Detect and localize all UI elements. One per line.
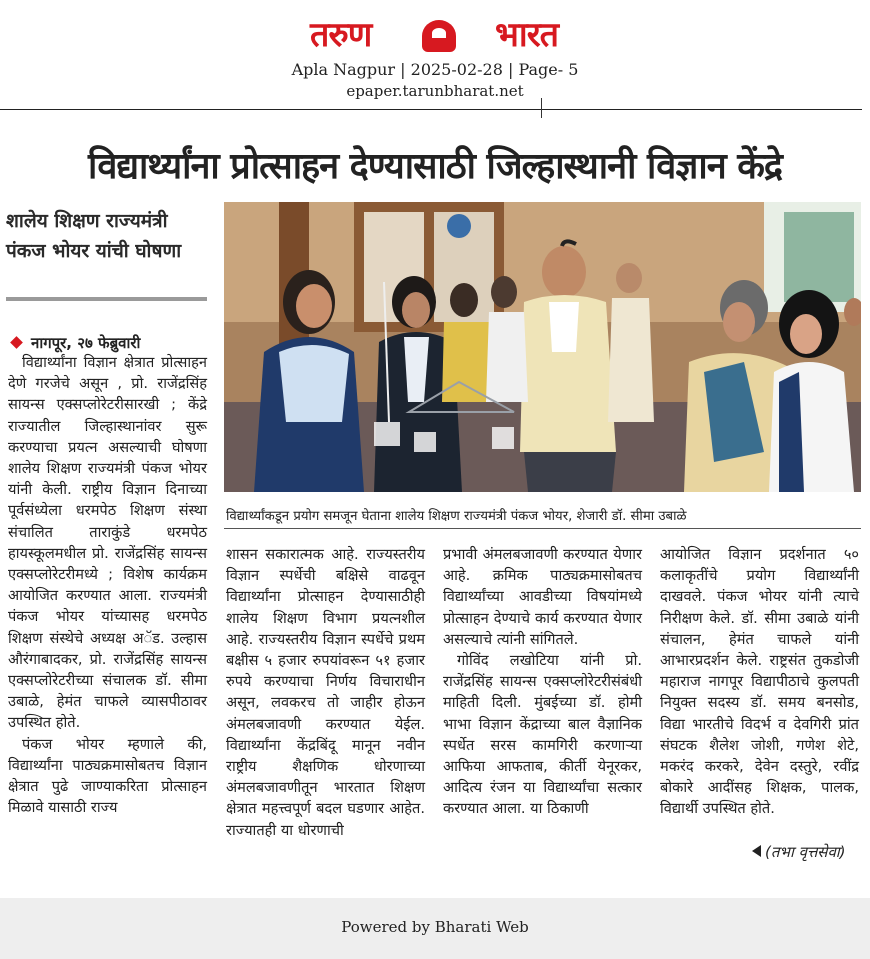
photo-caption: विद्यार्थ्यांकडून प्रयोग समजून घेताना शालेय शिक्षण राज्यमंत्री पंकज भोयर, शेजारी डॉ. सीमा उबाळे xyxy=(226,509,687,524)
paragraph: विद्यार्थ्यांना विज्ञान क्षेत्रात प्रोत्साहन देणे गरजेचे असून , प्रो. राजेंद्रसिंह सायन्स एक्सप्लोरेटरीसारखी ; केंद्रे राज्यातील जिल्हास्थानांवर सुरू करण्याचा प्रयत्न असल्याची घोषणा शालेय शिक्षण राज्यमंत्री पंकज भोयर यांनी केली. राष्ट्रीय विज्ञान दिनाच्या पूर्वसंध्येला धरमपेठ शिक्षण संस्था संचालित ताराकुंडे धरमपेठ हायस्कूलमधील प्रो. राजेंद्रसिंह सायन्स एक्सप्लोरेटरीमध्ये ; विशेष कार्यक्रम आयोजित करण्यात आला. राज्यमंत्री पंकज भोयर यांच्यासह धरमपेठ शिक्षण संस्थेचे अध्यक्ष अॅड. उल्हास औरंगाबादकर, प्रो. राजेंद्रसिंह सायन्स एक्सप्लोरेटरीच्या संचालक डॉ. सीमा उबाळे, हेमंत चाफले व्यासपीठावर उपस्थित होते. xyxy=(8,354,207,732)
paragraph: शासन सकारात्मक आहे. राज्यस्तरीय विज्ञान स्पर्धेची बक्षिसे वाढवून विद्यार्थ्यांना प्रोत्साहन देण्यासाठीही शालेय शिक्षण विभाग प्रयत्नशील आहे. राज्यस्तरीय विज्ञान स्पर्धेचे प्रथम बक्षीस ५ हजार रुपयांवरून ५१ हजार रुपये करण्याचा निर्णय विचाराधीन असून, लवकरच तो जाहीर होऊन अंमलबजावणी करण्यात येईल. विद्यार्थ्यांना केंद्रबिंदू मानून नवीन राष्ट्रीय शैक्षणिक धोरणाच्या अंमलबजावणीतून भारतात शिक्षण क्षेत्रात महत्त्वपूर्ण बदल घडणार आहेत. राज्यातही या धोरणाची xyxy=(226,546,425,839)
masthead xyxy=(0,0,870,110)
article-column-4 xyxy=(660,544,859,820)
article-column-3 xyxy=(443,544,642,820)
paragraph: आयोजित विज्ञान प्रदर्शनात ५० कलाकृतींचे प्रयोग विद्यार्थ्यांनी दाखवले. पंकज भोयर यांनी त्याचे निरीक्षण केले. डॉ. सीमा उबाळे यांनी संचालन, हेमंत चाफले यांनी आभारप्रदर्शन केले. राष्ट्रसंत तुकडोजी महाराज नागपूर विद्यापीठाचे कुलपती नियुक्त सदस्य डॉ. समय बनसोड, विद्या भारतीचे विदर्भ व देवगिरी प्रांत संघटक शैलेश जोशी, गणेश शेटे, मकरंद करकरे, देवेन दस्तुरे, रवींद्र बोकारे आदींसह शिक्षक, पालक, विद्यार्थी उपस्थित होते. xyxy=(660,546,859,818)
paragraph: गोविंद लखोटिया यांनी प्रो. राजेंद्रसिंह सायन्स एक्सप्लोरेटरीसंबंधी माहिती दिली. मुंबईच्या डॉ. होमी भाभा विज्ञान केंद्राच्या बाल वैज्ञानिक स्पर्धेत सरस कामगिरी करणाऱ्या आफिया आफताब, कीर्ती येनूरकर, आदित्य रंजन या विद्यार्थ्यांचा सत्कार करण्यात आला. या ठिकाणी xyxy=(443,652,642,818)
dateline xyxy=(8,333,140,353)
article-subhead: शालेय शिक्षण राज्यमंत्री पंकज भोयर यांची घोषणा xyxy=(6,210,182,262)
article-column-1 xyxy=(8,352,207,818)
article-headline: विद्यार्थ्यांना प्रोत्साहन देण्यासाठी जिल्हास्थानी विज्ञान केंद्रे xyxy=(88,146,782,187)
logo-text-right: भारत xyxy=(495,15,558,55)
triangle-left-icon xyxy=(752,845,761,857)
tarun-bharat-logo[interactable] xyxy=(308,16,560,56)
paragraph: पंकज भोयर म्हणाले की, विद्यार्थ्यांना पाठ्यक्रमासोबतच विज्ञान क्षेत्रात पुढे जाण्याकरिता प्रोत्साहन मिळावे यासाठी राज्य xyxy=(8,735,207,817)
logo-emblem-icon xyxy=(422,20,456,52)
news-credit xyxy=(752,842,846,862)
paragraph: प्रभावी अंमलबजावणी करण्यात येणार आहे. क्रमिक पाठ्यक्रमासोबतच विद्यार्थ्यांच्या आवडीच्या विषयांमध्ये प्रोत्साहन देण्याचे कार्य करण्यात येणार असल्याचे त्यांनी सांगितले. xyxy=(443,546,642,648)
header-divider xyxy=(0,109,862,110)
epaper-url[interactable]: epaper.tarunbharat.net xyxy=(346,82,524,100)
credit-text: (तभा वृत्तसेवा) xyxy=(765,843,846,861)
powered-by-link[interactable]: Powered by Bharati Web xyxy=(341,918,529,936)
footer xyxy=(0,898,870,959)
logo-text-left: तरुण xyxy=(310,15,372,55)
dateline-text: नागपूर, २७ फेब्रुवारी xyxy=(31,334,141,352)
photo-illustration xyxy=(224,202,861,492)
article-column-2 xyxy=(226,544,425,841)
edition-line: Apla Nagpur | 2025-02-28 | Page- 5 xyxy=(291,60,579,79)
red-diamond-icon xyxy=(10,336,23,349)
subhead-rule xyxy=(6,297,207,301)
header-divider-tick xyxy=(541,98,542,118)
article-photo xyxy=(224,202,861,492)
caption-rule xyxy=(224,528,861,529)
